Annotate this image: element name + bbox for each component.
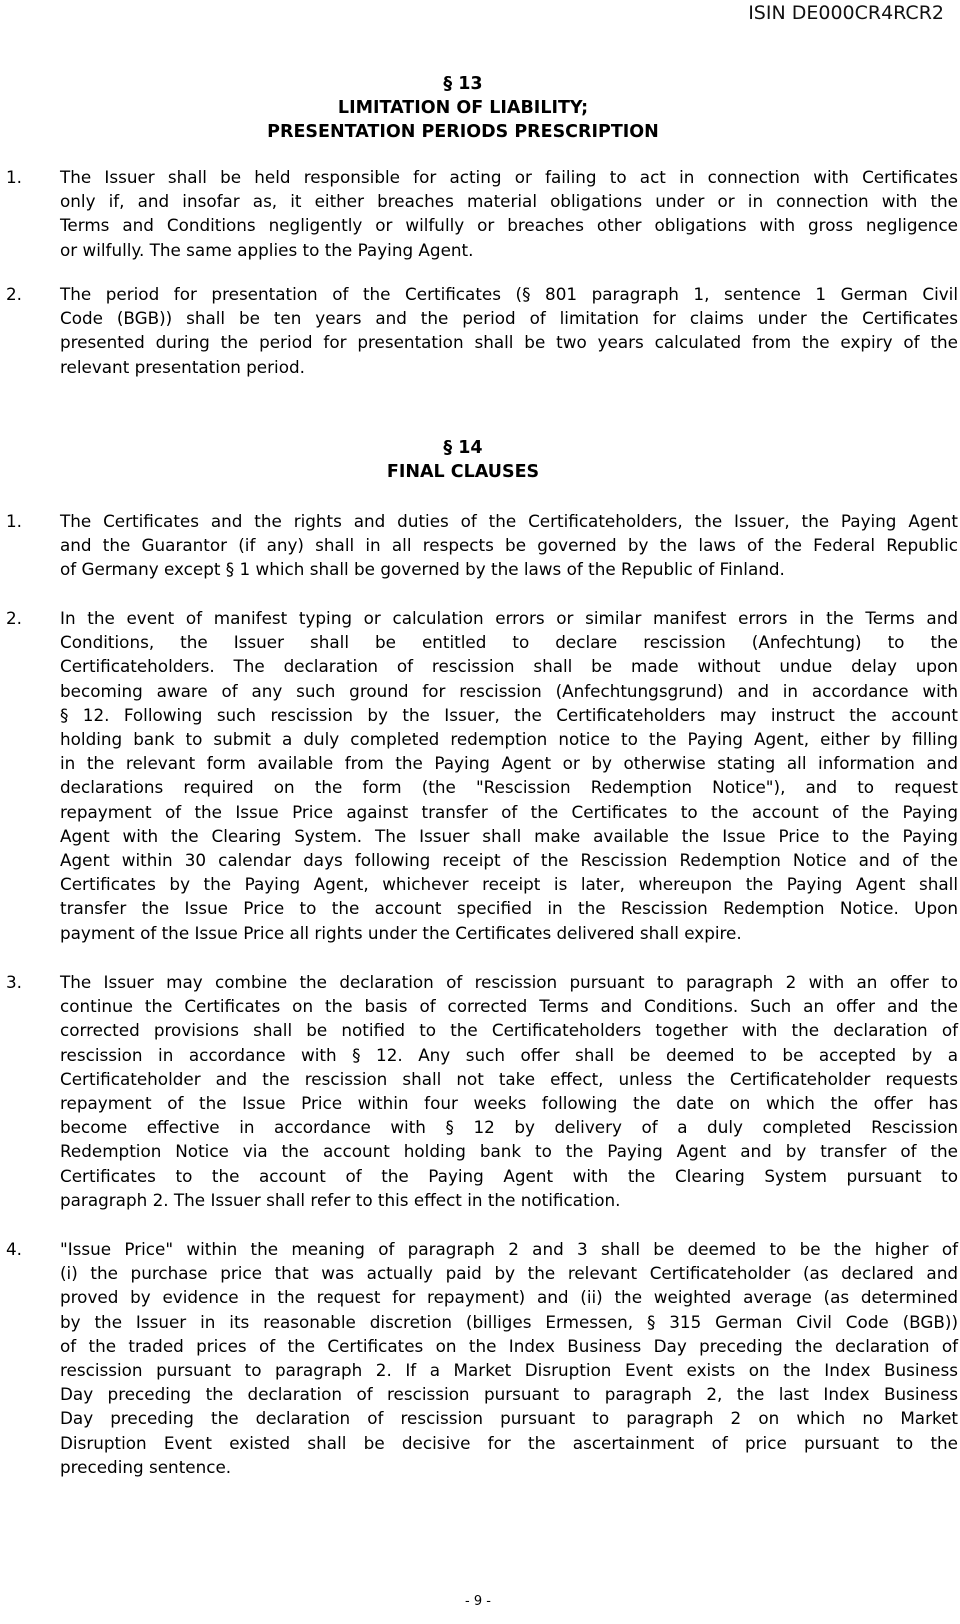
text-line: Certificates by the Paying Agent, whichever receipt is later, whereupon the Paying Agent shall: [60, 874, 958, 895]
section-14-paragraph-2: [6, 606, 958, 945]
text-line: Terms and Conditions negligently or wilfully or breaches other obligations with gross negligence: [60, 215, 958, 236]
text-line: rescission pursuant to paragraph 2. If a Market Disruption Event exists on the Index Business: [60, 1360, 958, 1381]
text-line: The Issuer shall be held responsible for acting or failing to act in connection with Certificates: [60, 167, 958, 187]
section-13-title-line-1: LIMITATION OF LIABILITY;: [337, 98, 589, 118]
text-line: become effective in accordance with § 12 by delivery of a duly completed Rescission: [60, 1117, 958, 1138]
text-line: Agent within 30 calendar days following receipt of the Rescission Redemption Notice and of the: [60, 850, 958, 871]
text-line: Certificates to the account of the Paying Agent with the Clearing System pursuant to: [60, 1165, 958, 1186]
text-line: repayment of the Issue Price against transfer of the Certificates to the account of the Paying: [60, 801, 958, 822]
text-line: "Issue Price" within the meaning of paragraph 2 and 3 shall be deemed to be the higher of: [60, 1239, 958, 1259]
text-line: The Issuer may combine the declaration of rescission pursuant to paragraph 2 with an offer to: [60, 972, 958, 992]
text-line: presented during the period for presentation shall be two years calculated from the expiry of the: [60, 332, 958, 353]
section-14-title: FINAL CLAUSES: [386, 462, 540, 482]
text-line: or wilfully. The same applies to the Paying Agent.: [60, 239, 474, 260]
paragraph-number: 4.: [6, 1239, 23, 1259]
text-line: declarations required on the form (the "Rescission Redemption Notice"), and to request: [60, 777, 958, 798]
paragraph-number: 2.: [6, 284, 23, 304]
section-13-paragraph-2: [6, 282, 958, 379]
text-line: relevant presentation period.: [60, 356, 305, 377]
section-13-paragraph-1: [6, 165, 958, 262]
text-line: § 12. Following such rescission by the Issuer, the Certificateholders may instruct the account: [60, 704, 958, 725]
paragraph-text: [60, 509, 958, 582]
section-14-paragraph-4: [6, 1237, 958, 1479]
text-line: holding bank to submit a duly completed redemption notice to the Paying Agent, either by filling: [60, 729, 958, 750]
paragraph-number: 1.: [6, 511, 23, 531]
text-line: Certificateholders. The declaration of rescission shall be made without undue delay upon: [60, 656, 958, 677]
text-line: only if, and insofar as, it either breaches material obligations under or in connection with the: [60, 191, 958, 212]
text-line: rescission in accordance with § 12. Any such offer shall be deemed to be accepted by a: [60, 1044, 958, 1065]
text-line: proved by evidence in the request for repayment) and (ii) the weighted average (as determined: [60, 1287, 958, 1308]
section-14-paragraph-3: [6, 970, 958, 1212]
text-line: paragraph 2. The Issuer shall refer to this effect in the notification.: [60, 1189, 621, 1210]
text-line: The Certificates and the rights and duties of the Certificateholders, the Issuer, the Paying Agent: [60, 511, 958, 531]
text-line: Disruption Event existed shall be decisive for the ascertainment of price pursuant to the: [60, 1432, 958, 1453]
paragraph-text: [60, 282, 958, 379]
text-line: Day preceding the declaration of rescission pursuant to paragraph 2, the last Index Business: [60, 1384, 958, 1405]
section-13-title-line-2: PRESENTATION PERIODS PRESCRIPTION: [267, 122, 659, 142]
text-line: Certificateholder and the rescission shall not take effect, unless the Certificateholder requests: [60, 1068, 958, 1089]
text-line: (i) the purchase price that was actually paid by the relevant Certificateholder (as declared and: [60, 1263, 958, 1284]
paragraph-text: [60, 970, 958, 1212]
text-line: Conditions, the Issuer shall be entitled to declare rescission (Anfechtung) to the: [60, 632, 958, 653]
section-13-sign: § 13: [443, 74, 483, 94]
paragraph-text: [60, 165, 958, 262]
section-14-heading: [0, 436, 926, 484]
text-line: In the event of manifest typing or calculation errors or similar manifest errors in the Terms and: [60, 608, 958, 628]
text-line: of the traded prices of the Certificates on the Index Business Day preceding the declaration of: [60, 1335, 958, 1356]
paragraph-text: [60, 1237, 958, 1479]
paragraph-number: 1.: [6, 167, 23, 187]
text-line: The period for presentation of the Certificates (§ 801 paragraph 1, sentence 1 German Civil: [60, 284, 958, 304]
section-14-sign: § 14: [443, 438, 483, 458]
section-13-heading: [0, 72, 926, 144]
paragraph-text: [60, 606, 958, 945]
text-line: payment of the Issue Price all rights under the Certificates delivered shall expire.: [60, 922, 742, 943]
text-line: continue the Certificates on the basis of corrected Terms and Conditions. Such an offer and the: [60, 996, 958, 1017]
page-number: - 9 -: [465, 1594, 491, 1609]
text-line: repayment of the Issue Price within four weeks following the date on which the offer has: [60, 1093, 958, 1114]
text-line: by the Issuer in its reasonable discretion (billiges Ermessen, § 315 German Civil Code (BGB)): [60, 1311, 958, 1332]
text-line: in the relevant form available from the Paying Agent or by otherwise stating all information and: [60, 753, 958, 774]
paragraph-number: 2.: [6, 608, 23, 628]
text-line: and the Guarantor (if any) shall in all respects be governed by the laws of the Federal Republic: [60, 535, 958, 556]
text-line: becoming aware of any such ground for rescission (Anfechtungsgrund) and in accordance with: [60, 680, 958, 701]
text-line: Day preceding the declaration of rescission pursuant to paragraph 2 on which no Market: [60, 1408, 958, 1429]
section-14-paragraph-1: [6, 509, 958, 582]
text-line: of Germany except § 1 which shall be governed by the laws of the Republic of Finland.: [60, 559, 785, 580]
text-line: Redemption Notice via the account holding bank to the Paying Agent and by transfer of the: [60, 1141, 958, 1162]
text-line: Code (BGB)) shall be ten years and the period of limitation for claims under the Certificates: [60, 308, 958, 329]
isin-header: ISIN DE000CR4RCR2: [748, 2, 944, 24]
paragraph-number: 3.: [6, 972, 23, 992]
text-line: transfer the Issue Price to the account specified in the Rescission Redemption Notice. Upon: [60, 898, 958, 919]
text-line: corrected provisions shall be notified to the Certificateholders together with the declaration of: [60, 1020, 958, 1041]
text-line: preceding sentence.: [60, 1456, 232, 1477]
text-line: Agent with the Clearing System. The Issuer shall make available the Issue Price to the Paying: [60, 825, 958, 846]
